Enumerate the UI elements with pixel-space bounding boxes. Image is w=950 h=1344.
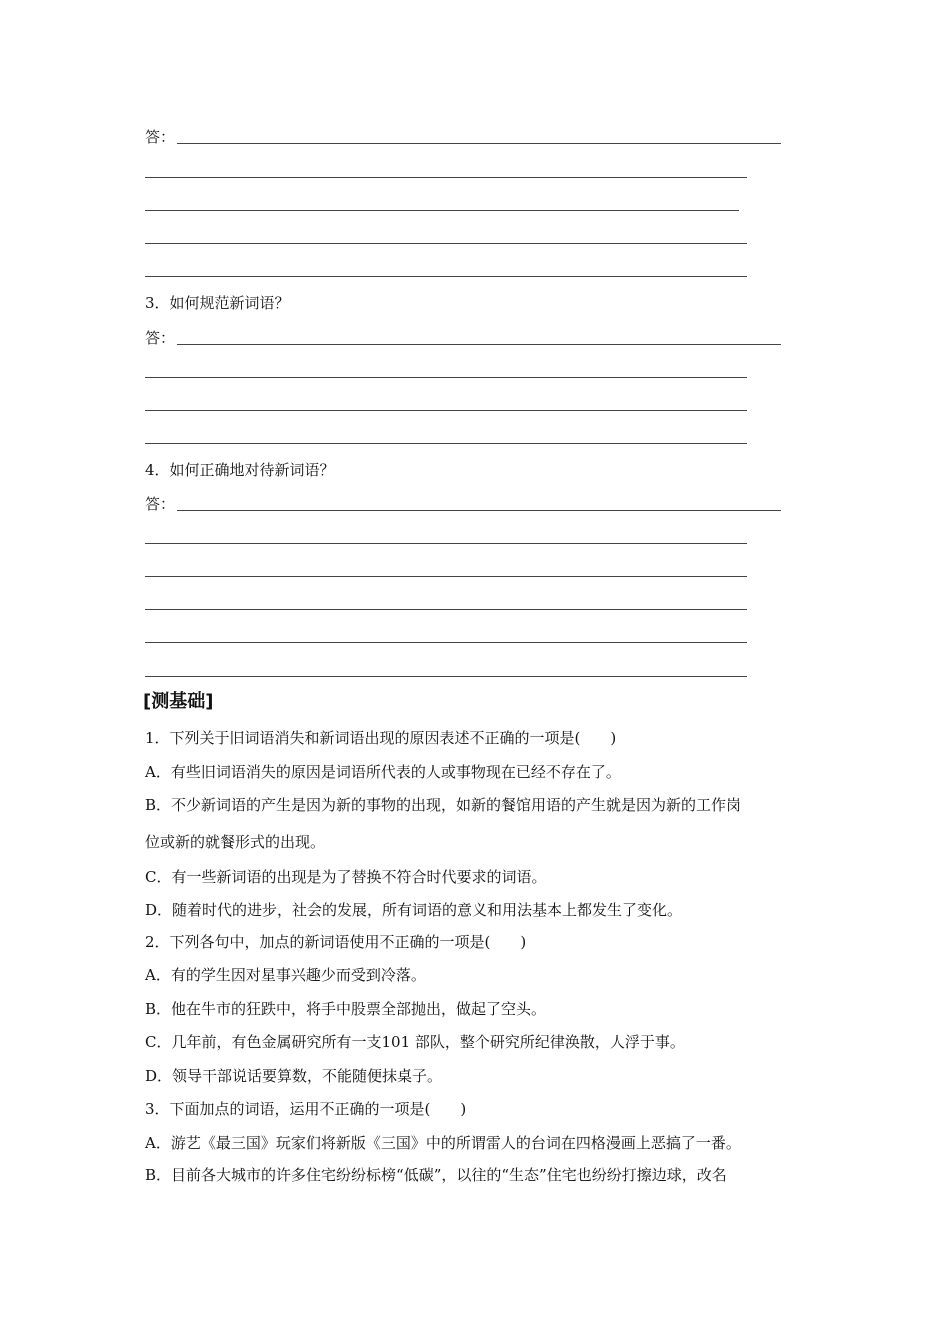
quiz-question-2-stem: 2．下列各句中，加点的新词语使用不正确的一项是( ) <box>145 933 527 951</box>
quiz-question-2-option-b: B．他在牛市的狂跌中，将手中股票全部抛出，做起了空头。 <box>145 1000 547 1018</box>
question-text: 如何正确地对待新词语？ <box>169 461 335 479</box>
quiz-question-2-option-a: A．有的学生因对星事兴趣少而受到冷落。 <box>145 966 426 984</box>
quiz-question-1-stem: 1．下列关于旧词语消失和新词语出现的原因表述不正确的一项是( ) <box>145 729 617 747</box>
answer-line <box>145 676 747 677</box>
question-4 <box>145 460 335 480</box>
answer-label: 答： <box>145 495 176 513</box>
quiz-question-2-option-c: C．几年前，有色金属研究所有一支101 部队，整个研究所纪律涣散，人浮于事。 <box>145 1033 685 1051</box>
answer-label: 答： <box>145 329 176 347</box>
question-3 <box>145 293 290 313</box>
quiz-question-1-option-b-cont: 位或新的就餐形式的出现。 <box>145 833 326 851</box>
quiz-question-1-option-a: A．有些旧词语消失的原因是词语所代表的人或事物现在已经不存在了。 <box>145 763 621 781</box>
quiz-question-3-option-b: B．目前各大城市的许多住宅纷纷标榜“低碳”，以往的“生态”住宅也纷纷打擦边球，改名 <box>145 1166 727 1184</box>
answer-line <box>145 543 747 544</box>
answer-line <box>177 510 781 511</box>
quiz-question-3-stem: 3．下面加点的词语，运用不正确的一项是( ) <box>145 1100 467 1118</box>
answer-line <box>145 276 747 277</box>
section-title: [测基础] <box>143 691 214 712</box>
question-text: 如何规范新词语？ <box>169 294 290 312</box>
answer-line <box>145 576 747 577</box>
answer-line <box>145 609 747 610</box>
question-number: 4． <box>145 461 170 479</box>
quiz-question-1-option-c: C．有一些新词语的出现是为了替换不符合时代要求的词语。 <box>145 868 547 886</box>
answer-line <box>145 642 747 643</box>
answer-line <box>177 143 781 144</box>
quiz-question-3-option-a: A．游艺《最三国》玩家们将新版《三国》中的所谓雷人的台词在四格漫画上恶搞了一番。 <box>145 1134 741 1152</box>
quiz-question-1-option-d: D．随着时代的进步，社会的发展，所有词语的意义和用法基本上都发生了变化。 <box>145 901 683 919</box>
answer-line <box>145 410 747 411</box>
answer-line <box>145 177 747 178</box>
answer-line <box>145 243 747 244</box>
answer-line <box>177 344 781 345</box>
question-number: 3． <box>145 294 170 312</box>
answer-label: 答： <box>145 128 176 146</box>
quiz-question-1-option-b: B．不少新词语的产生是因为新的事物的出现，如新的餐馆用语的产生就是因为新的工作岗 <box>145 796 742 814</box>
answer-line <box>145 443 747 444</box>
answer-line <box>145 377 747 378</box>
answer-line <box>145 210 739 211</box>
quiz-question-2-option-d: D．领导干部说话要算数，不能随便抹桌子。 <box>145 1067 443 1085</box>
